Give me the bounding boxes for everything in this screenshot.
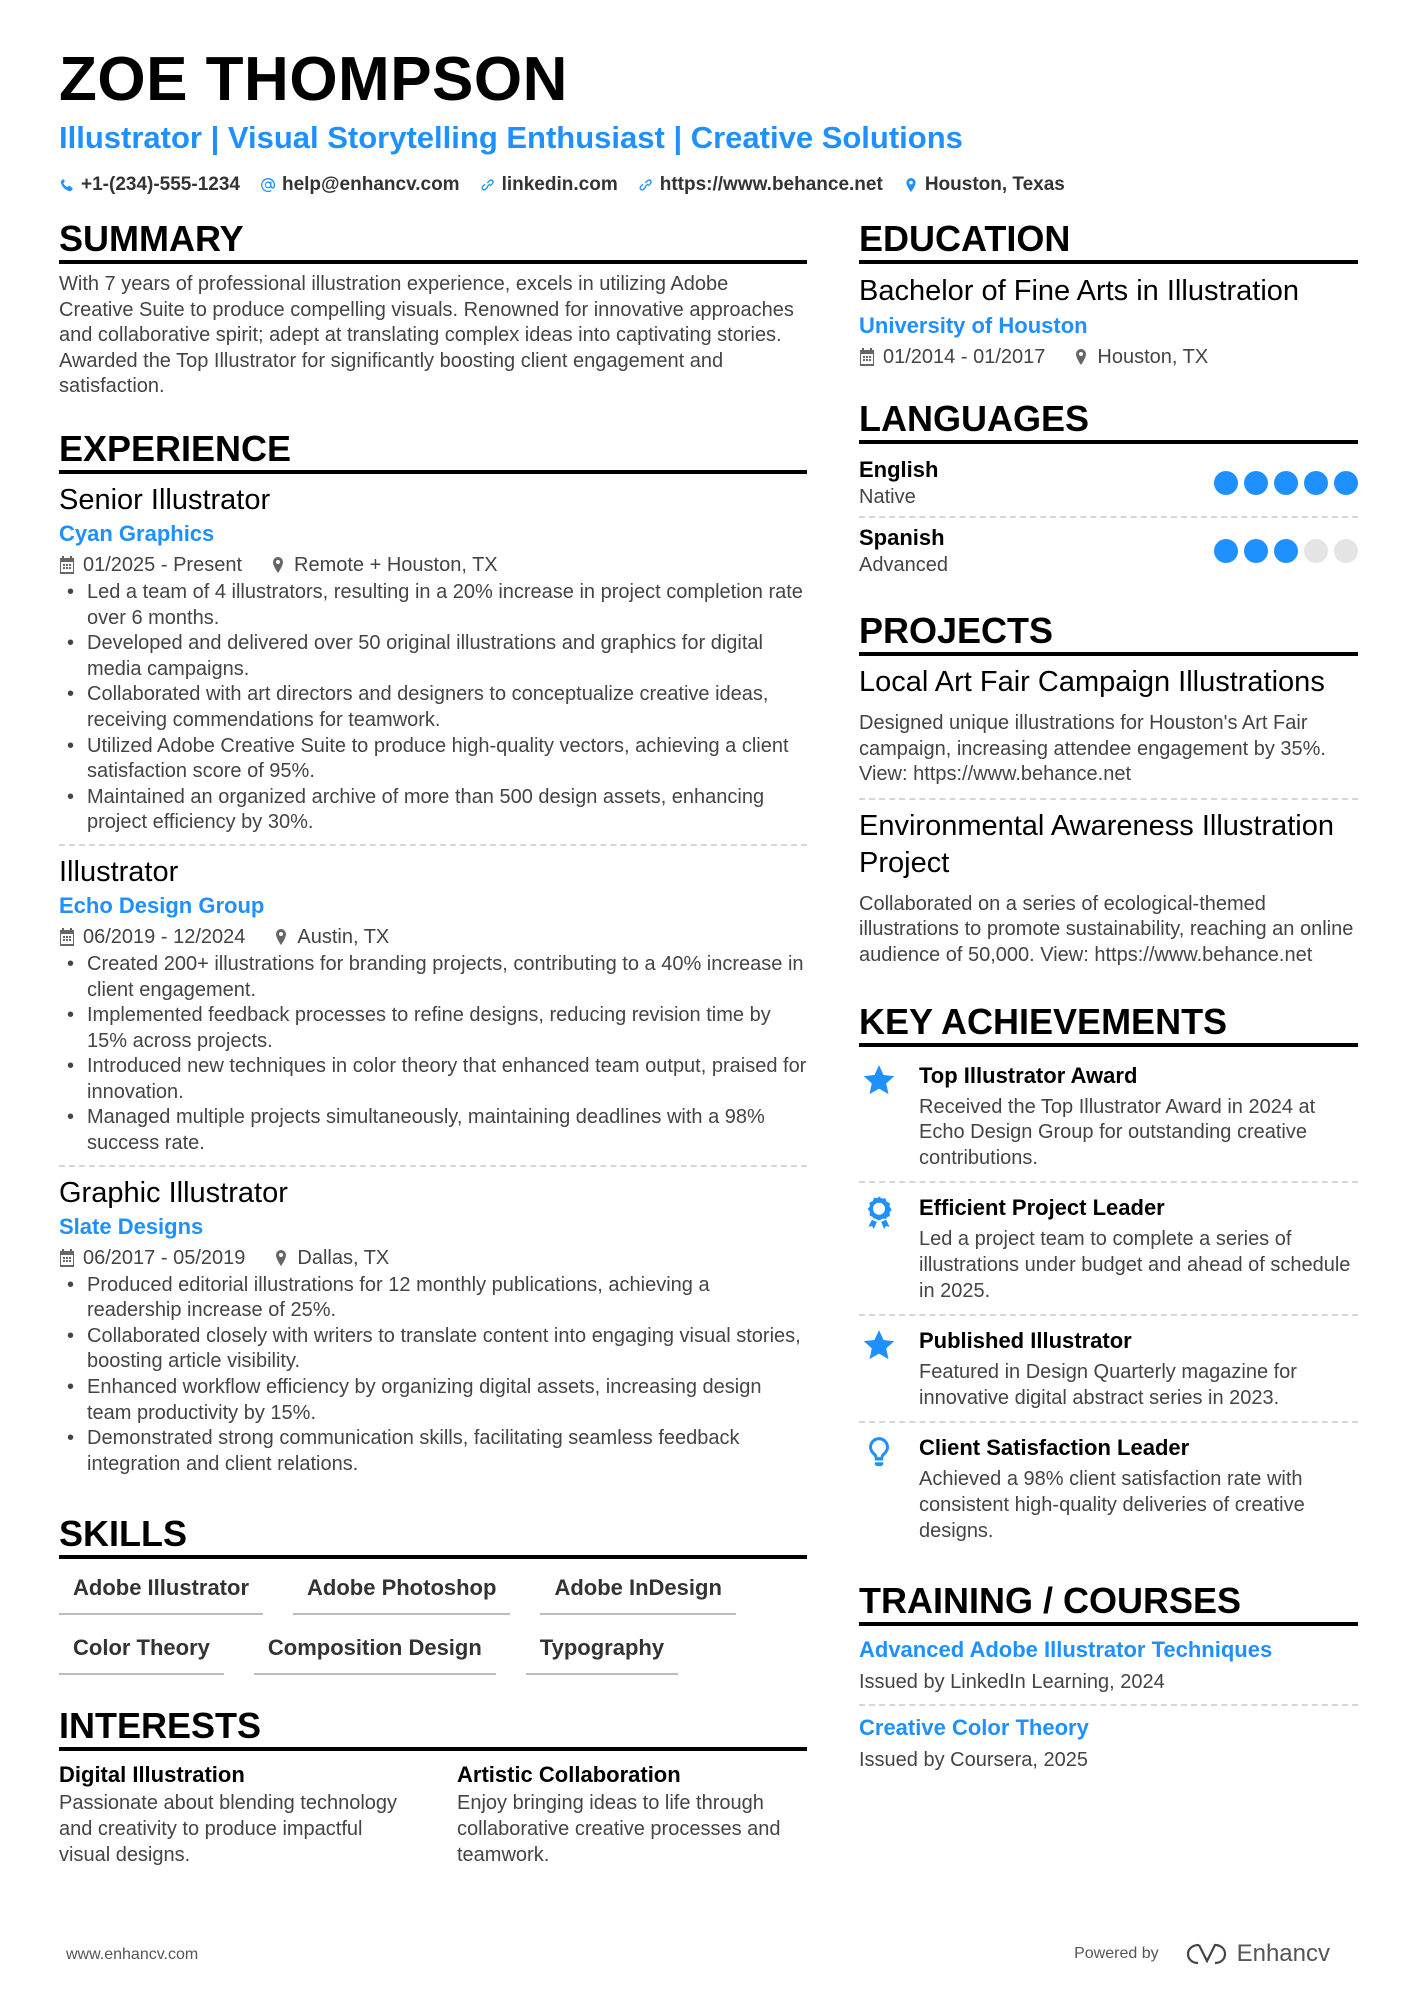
location-pin-icon bbox=[273, 1249, 289, 1267]
section-title-interests: INTERESTS bbox=[59, 1705, 807, 1751]
summary-section bbox=[59, 218, 807, 400]
candidate-title: Illustrator | Visual Storytelling Enthusiast | Creative Solutions bbox=[59, 120, 963, 155]
location-pin-icon bbox=[903, 177, 919, 193]
calendar-icon bbox=[59, 1249, 75, 1267]
contact-location bbox=[903, 172, 1065, 198]
footer-branding bbox=[1074, 1940, 1330, 1968]
job-meta bbox=[59, 922, 807, 952]
section-title-education: EDUCATION bbox=[859, 218, 1358, 264]
candidate-name: ZOE THOMPSON bbox=[59, 45, 568, 114]
bullet-item: • Collaborated with art directors and designers to conceptualize creative ideas, receiving commendations for teamwork. bbox=[59, 682, 807, 733]
achievement-text: Achieved a 98% client satisfaction rate with consistent high-quality deliveries of creative designs. bbox=[919, 1468, 1305, 1542]
skill-tag: Adobe Illustrator bbox=[59, 1573, 263, 1615]
course-item bbox=[859, 1704, 1358, 1782]
contact-phone[interactable] bbox=[59, 172, 240, 198]
bullet-item: • Developed and delivered over 50 original illustrations and graphics for digital media campaigns. bbox=[59, 631, 807, 682]
job-dates: 01/2025 - Present bbox=[59, 550, 242, 580]
school-name: University of Houston bbox=[859, 313, 1088, 338]
contact-email-text: help@enhancv.com bbox=[281, 174, 460, 195]
course-item bbox=[859, 1634, 1358, 1704]
powered-by-label: Powered by bbox=[1074, 1945, 1159, 1962]
achievement-text: Featured in Design Quarterly magazine for innovative digital abstract series in 2023. bbox=[919, 1361, 1297, 1409]
phone-icon bbox=[59, 177, 75, 193]
achievement-item bbox=[859, 1314, 1358, 1421]
language-rating bbox=[1214, 539, 1358, 563]
footer-website-link[interactable]: www.enhancv.com bbox=[66, 1946, 199, 1963]
at-icon bbox=[260, 177, 276, 193]
left-column bbox=[59, 218, 807, 1868]
interests-list bbox=[59, 1759, 807, 1868]
enhancv-logo[interactable] bbox=[1185, 1940, 1330, 1968]
contact-location-text: Houston, Texas bbox=[924, 174, 1065, 195]
project-item bbox=[859, 664, 1358, 798]
project-item bbox=[859, 798, 1358, 979]
page-footer bbox=[0, 1938, 1410, 1978]
job-entry bbox=[59, 1165, 807, 1486]
job-dates: 06/2017 - 05/2019 bbox=[59, 1243, 245, 1273]
rating-dot-filled bbox=[1274, 471, 1298, 495]
achievement-item bbox=[859, 1421, 1358, 1554]
experience-section bbox=[59, 428, 807, 1485]
training-section bbox=[859, 1580, 1358, 1782]
job-title: Senior Illustrator bbox=[59, 483, 271, 516]
rating-dot-filled bbox=[1214, 539, 1238, 563]
project-text: Collaborated on a series of ecological-themed illustrations to promote sustainability, reaching an online audience of 50,000. View: https://www.behance.net bbox=[859, 892, 1354, 966]
interest-title: Digital Illustration bbox=[59, 1762, 245, 1788]
job-bullets bbox=[59, 1273, 807, 1478]
bullet-item: • Produced editorial illustrations for 12 monthly publications, achieving a readership increase of 25%. bbox=[59, 1273, 807, 1324]
section-title-achievements: KEY ACHIEVEMENTS bbox=[859, 1001, 1358, 1047]
job-entry bbox=[59, 482, 807, 844]
calendar-icon bbox=[59, 556, 75, 574]
star-icon bbox=[862, 1328, 896, 1362]
location-pin-icon bbox=[273, 928, 289, 946]
right-column bbox=[859, 218, 1358, 1782]
course-issuer: Issued by LinkedIn Learning, 2024 bbox=[859, 1671, 1165, 1694]
medal-icon bbox=[862, 1195, 896, 1229]
job-location: Dallas, TX bbox=[273, 1243, 389, 1273]
bullet-item: • Demonstrated strong communication skills, facilitating seamless feedback integration and client relations. bbox=[59, 1426, 807, 1477]
bullet-item: • Maintained an organized archive of more than 500 design assets, enhancing project efficiency by 30%. bbox=[59, 785, 807, 836]
project-title: Environmental Awareness Illustration Project bbox=[859, 809, 1334, 879]
skill-tag: Color Theory bbox=[59, 1633, 224, 1675]
summary-text: With 7 years of professional illustration experience, excels in utilizing Adobe Creative Suite to produce compelling visuals. Renowned for innovative approaches and collaborative spirit; adept at translating complex ideas into captivating stories. Awarded the Top Illustrator for significantly boosting client engagement and satisfaction. bbox=[59, 273, 794, 398]
job-bullets bbox=[59, 952, 807, 1157]
contact-phone-text: +1-(234)-555-1234 bbox=[81, 174, 240, 195]
interest-item bbox=[59, 1759, 399, 1868]
job-location: Remote + Houston, TX bbox=[270, 550, 498, 580]
section-title-projects: PROJECTS bbox=[859, 610, 1358, 656]
project-title: Local Art Fair Campaign Illustrations bbox=[859, 666, 1325, 698]
location-pin-icon bbox=[1073, 348, 1089, 366]
job-title: Illustrator bbox=[59, 855, 179, 888]
achievement-title: Efficient Project Leader bbox=[919, 1195, 1165, 1221]
contact-behance[interactable] bbox=[638, 172, 883, 198]
interest-text: Passionate about blending technology and creativity to produce impactful visual designs. bbox=[59, 1792, 398, 1866]
language-item bbox=[859, 516, 1358, 584]
bullet-item: • Utilized Adobe Creative Suite to produce high-quality vectors, achieving a client satisfaction score of 95%. bbox=[59, 734, 807, 785]
rating-dot-filled bbox=[1304, 471, 1328, 495]
rating-dot-filled bbox=[1244, 471, 1268, 495]
bullet-item: • Enhanced workflow efficiency by organizing digital assets, increasing design team productivity by 15%. bbox=[59, 1375, 807, 1426]
course-title: Advanced Adobe Illustrator Techniques bbox=[859, 1637, 1273, 1663]
job-location: Austin, TX bbox=[273, 922, 389, 952]
rating-dot-empty bbox=[1334, 539, 1358, 563]
brand-name: Enhancv bbox=[1236, 1940, 1330, 1967]
language-name: English bbox=[859, 457, 939, 482]
skill-tag: Adobe Photoshop bbox=[293, 1573, 510, 1615]
skills-section bbox=[59, 1513, 807, 1675]
language-level: Native bbox=[859, 486, 916, 508]
project-text: Designed unique illustrations for Houston's Art Fair campaign, increasing attendee engagement by 35%. View: https://www.behance.net bbox=[859, 712, 1326, 786]
section-title-training: TRAINING / COURSES bbox=[859, 1580, 1358, 1626]
rating-dot-filled bbox=[1244, 539, 1268, 563]
skill-tag: Typography bbox=[526, 1633, 678, 1675]
degree-name: Bachelor of Fine Arts in Illustration bbox=[859, 275, 1300, 307]
job-meta bbox=[59, 1243, 807, 1273]
section-title-languages: LANGUAGES bbox=[859, 398, 1358, 444]
section-title-experience: EXPERIENCE bbox=[59, 428, 807, 474]
contact-linkedin-text: linkedin.com bbox=[501, 174, 618, 195]
link-icon bbox=[638, 177, 654, 193]
education-meta bbox=[859, 342, 1358, 372]
link-icon bbox=[480, 177, 496, 193]
education-section bbox=[859, 218, 1358, 372]
job-meta bbox=[59, 550, 807, 580]
achievements-section bbox=[859, 1001, 1358, 1555]
languages-section bbox=[859, 398, 1358, 584]
company-name: Echo Design Group bbox=[59, 892, 265, 918]
rating-dot-filled bbox=[1274, 539, 1298, 563]
section-title-summary: SUMMARY bbox=[59, 218, 807, 264]
calendar-icon bbox=[59, 928, 75, 946]
enhancv-logo-icon bbox=[1185, 1941, 1229, 1967]
bullet-item: • Led a team of 4 illustrators, resulting in a 20% increase in project completion rate over 6 months. bbox=[59, 580, 807, 631]
interest-title: Artistic Collaboration bbox=[457, 1762, 681, 1788]
company-name: Slate Designs bbox=[59, 1213, 204, 1239]
contact-linkedin[interactable] bbox=[480, 172, 618, 198]
section-title-skills: SKILLS bbox=[59, 1513, 807, 1559]
bullet-item: • Collaborated closely with writers to translate content into engaging visual stories, boosting article visibility. bbox=[59, 1324, 807, 1375]
job-entry bbox=[59, 844, 807, 1165]
language-level: Advanced bbox=[859, 554, 948, 576]
rating-dot-empty bbox=[1304, 539, 1328, 563]
job-bullets bbox=[59, 580, 807, 836]
bullet-item: • Created 200+ illustrations for branding projects, contributing to a 40% increase in client engagement. bbox=[59, 952, 807, 1003]
lightbulb-icon bbox=[862, 1435, 896, 1469]
bullet-item: • Implemented feedback processes to refine designs, reducing revision time by 15% across projects. bbox=[59, 1003, 807, 1054]
skill-tag: Composition Design bbox=[254, 1633, 496, 1675]
job-dates: 06/2019 - 12/2024 bbox=[59, 922, 245, 952]
company-name: Cyan Graphics bbox=[59, 520, 215, 546]
bullet-item: • Managed multiple projects simultaneously, maintaining deadlines with a 98% success rate. bbox=[59, 1105, 807, 1156]
achievement-text: Received the Top Illustrator Award in 2024 at Echo Design Group for outstanding creative contributions. bbox=[919, 1095, 1316, 1169]
svg-text:1: 1 bbox=[876, 1206, 882, 1216]
achievement-item bbox=[859, 1055, 1358, 1182]
language-rating bbox=[1214, 471, 1358, 495]
interests-section bbox=[59, 1705, 807, 1868]
skill-tag: Adobe InDesign bbox=[540, 1573, 735, 1615]
projects-section bbox=[859, 610, 1358, 979]
education-location: Houston, TX bbox=[1073, 342, 1208, 372]
course-issuer: Issued by Coursera, 2025 bbox=[859, 1749, 1089, 1772]
resume-header bbox=[59, 44, 1359, 198]
contact-email[interactable] bbox=[260, 172, 460, 198]
skills-list bbox=[59, 1573, 807, 1675]
rating-dot-filled bbox=[1214, 471, 1238, 495]
star-icon bbox=[862, 1063, 896, 1097]
achievement-title: Top Illustrator Award bbox=[919, 1062, 1138, 1088]
bullet-item: • Introduced new techniques in color theory that enhanced team output, praised for innovation. bbox=[59, 1054, 807, 1105]
language-name: Spanish bbox=[859, 525, 945, 550]
calendar-icon bbox=[859, 348, 875, 366]
language-item bbox=[859, 452, 1358, 516]
job-title: Graphic Illustrator bbox=[59, 1176, 288, 1209]
achievement-title: Published Illustrator bbox=[919, 1328, 1132, 1354]
contact-behance-text: https://www.behance.net bbox=[659, 174, 883, 195]
achievement-item bbox=[859, 1181, 1358, 1314]
interest-item bbox=[457, 1759, 797, 1868]
course-title: Creative Color Theory bbox=[859, 1715, 1089, 1741]
achievement-title: Client Satisfaction Leader bbox=[919, 1435, 1190, 1461]
rating-dot-filled bbox=[1334, 471, 1358, 495]
achievement-text: Led a project team to complete a series of illustrations under budget and ahead of schedule in 2025. bbox=[919, 1228, 1351, 1302]
education-dates: 01/2014 - 01/2017 bbox=[859, 342, 1045, 372]
contact-row bbox=[59, 172, 1359, 198]
location-pin-icon bbox=[270, 556, 286, 574]
interest-text: Enjoy bringing ideas to life through collaborative creative processes and teamwork. bbox=[457, 1792, 781, 1866]
